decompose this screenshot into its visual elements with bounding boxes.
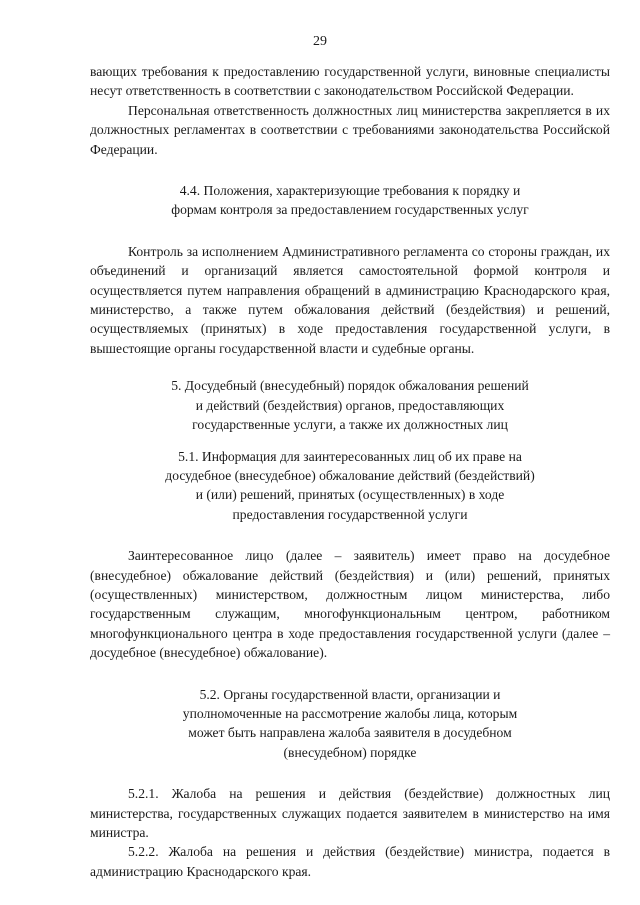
heading-line: и действий (бездействия) органов, предоставляющих <box>195 397 505 413</box>
paragraph-applicant-right: Заинтересованное лицо (далее – заявитель) имеет право на досудебное (внесудебное) обжалование действий (бездействия) и (или) решений, принятых (осуществленных) министерством, должностным лицом министерства, либо государственным служащим, многофункциональным центром, работником многофункционального центра в ходе предоставления государственной услуги (далее – досудебное (внесудебное) обжалование). <box>90 548 610 661</box>
section-heading-5-1 <box>90 447 610 525</box>
paragraph-continuation: вающих требования к предоставлению государственной услуги, виновные специалисты несут ответственность в соответствии с законодательством Российской Федерации. <box>90 64 610 99</box>
heading-line: государственные услуги, а также их должностных лиц <box>192 417 508 433</box>
page-number: 29 <box>313 34 327 49</box>
paragraph-5-2-1: 5.2.1. Жалоба на решения и действия (бездействие) должностных лиц министерства, государственных служащих подается заявителем в министерство на имя министра. <box>90 786 610 840</box>
document-body <box>90 62 610 881</box>
paragraph-5-2-2: 5.2.2. Жалоба на решения и действия (бездействие) министра, подается в администрацию Краснодарского края. <box>90 844 610 879</box>
paragraph-personal-responsibility: Персональная ответственность должностных лиц министерства закрепляется в их должностных регламентах в соответствии с требованиями законодательства Российской Федерации. <box>90 102 610 157</box>
heading-line: 5. Досудебный (внесудебный) порядок обжалования решений <box>171 378 529 394</box>
heading-line: и (или) решений, принятых (осуществленных) в ходе <box>195 487 505 503</box>
heading-line: 4.4. Положения, характеризующие требования к порядку и <box>179 183 521 199</box>
section-heading-5-2 <box>90 685 610 763</box>
heading-line: может быть направлена жалоба заявителя в досудебном <box>188 725 512 741</box>
heading-line: предоставления государственной услуги <box>232 506 468 522</box>
heading-line: 5.1. Информация для заинтересованных лиц об их праве на <box>178 448 522 464</box>
heading-line: формам контроля за предоставлением государственных услуг <box>171 202 529 218</box>
section-heading-4-4 <box>90 181 610 220</box>
heading-line: 5.2. Органы государственной власти, организации и <box>199 686 501 702</box>
heading-line: досудебное (внесудебное) обжалование действий (бездействий) <box>165 467 535 483</box>
heading-line: (внесудебном) порядке <box>283 744 417 760</box>
paragraph-control: Контроль за исполнением Административного регламента со стороны граждан, их объединений и организаций является самостоятельной формой контроля и осуществляется путем направления обращений в администрацию Краснодарского края, министерство, а также путем обжалования действий (бездействия) и решений, осуществляемых (принятых) в ходе предоставления государственной услуги, в вышестоящие органы государственной власти и судебные органы. <box>90 243 610 356</box>
heading-line: уполномоченные на рассмотрение жалобы лица, которым <box>182 705 518 721</box>
section-heading-5 <box>90 376 610 434</box>
